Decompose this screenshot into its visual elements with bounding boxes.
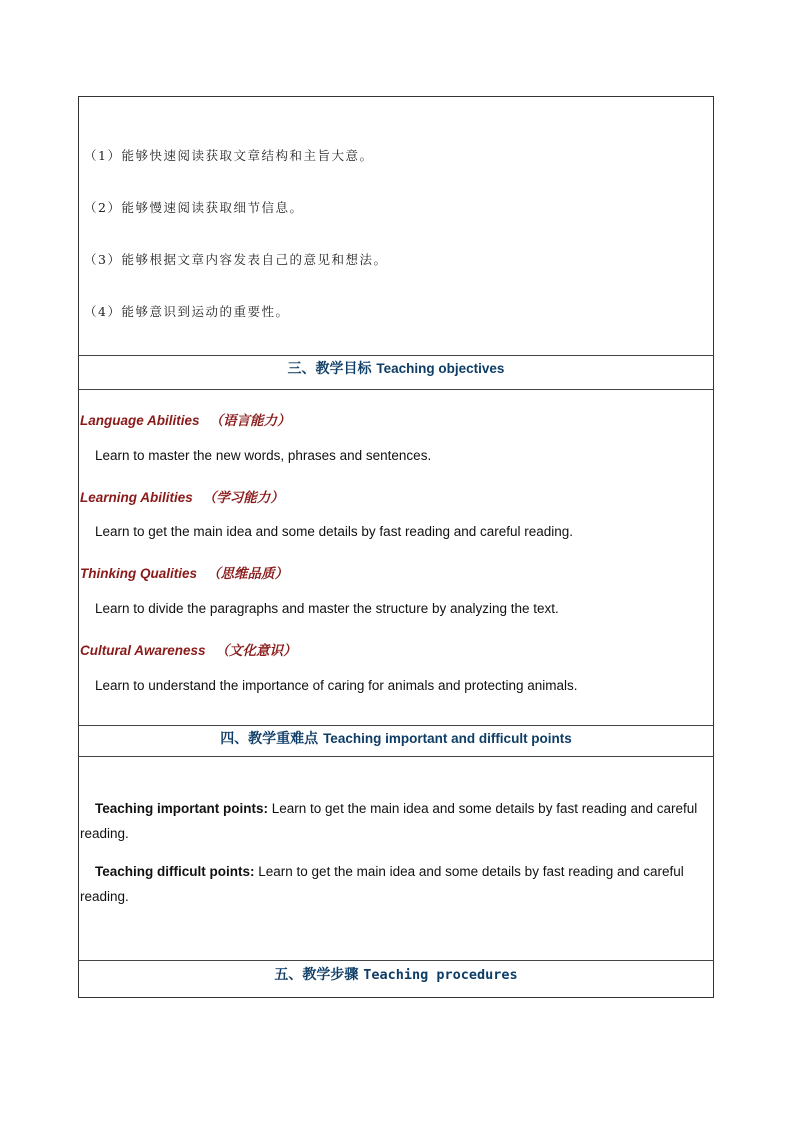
category-label: Thinking Qualities: [80, 566, 198, 581]
goal-item: （2）能够慢速阅读获取细节信息。: [84, 200, 304, 215]
difficult-points-text: Learn to get the main idea and some details by fast reading and careful reading.: [80, 864, 684, 904]
category-label-zh: （文化意识）: [215, 643, 297, 659]
table-divider: [78, 960, 714, 961]
table-divider: [78, 389, 714, 390]
table-divider: [78, 355, 714, 356]
category-label: Learning Abilities: [80, 490, 193, 505]
important-points-label: Teaching important points:: [95, 801, 268, 816]
category-label-zh: （思维品质）: [207, 566, 289, 582]
table-divider: [78, 756, 714, 757]
objective-category: [80, 562, 288, 582]
section-heading-key-points: [78, 728, 714, 748]
goal-item: （1）能够快速阅读获取文章结构和主旨大意。: [84, 148, 374, 163]
section-heading-objectives: [78, 358, 714, 378]
category-label: Language Abilities: [80, 413, 200, 428]
category-label-zh: （学习能力）: [202, 490, 284, 506]
objective-category: [80, 639, 297, 659]
objective-category: [80, 409, 291, 429]
goal-item: （3）能够根据文章内容发表自己的意见和想法。: [84, 252, 388, 267]
important-points-text: Learn to get the main idea and some details by fast reading and careful reading.: [80, 801, 698, 841]
objective-text: Learn to understand the importance of caring for animals and protecting animals.: [95, 678, 578, 693]
goal-item: （4）能够意识到运动的重要性。: [84, 304, 290, 319]
objective-text: Learn to get the main idea and some details by fast reading and careful reading.: [95, 524, 574, 539]
objective-category: [80, 486, 284, 506]
table-divider: [78, 725, 714, 726]
section-title-zh: 三、教学目标: [287, 361, 372, 377]
objective-text: Learn to divide the paragraphs and master the structure by analyzing the text.: [95, 601, 559, 616]
section-heading-procedures: [78, 964, 714, 984]
difficult-points-paragraph: [80, 859, 705, 909]
section-title-zh: 五、教学步骤: [274, 967, 359, 983]
important-points-paragraph: [80, 796, 705, 846]
section-title-en: Teaching procedures: [363, 967, 518, 983]
difficult-points-label: Teaching difficult points:: [95, 864, 255, 879]
category-label: Cultural Awareness: [80, 643, 206, 658]
section-title-zh: 四、教学重难点: [220, 731, 319, 747]
objective-text: Learn to master the new words, phrases and sentences.: [95, 448, 432, 463]
category-label-zh: （语言能力）: [209, 413, 291, 429]
section-title-en: Teaching objectives: [376, 361, 505, 376]
section-title-en: Teaching important and difficult points: [323, 731, 572, 746]
